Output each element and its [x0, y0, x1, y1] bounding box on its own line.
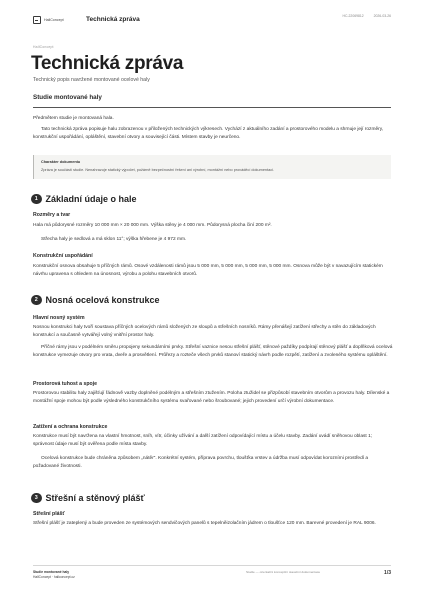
subsection-title: Střešní plášť [33, 511, 65, 517]
eyebrow-label: HallConcept [33, 45, 54, 49]
section-title: Základní údaje o hale [45, 194, 137, 204]
section-heading-2 [31, 294, 160, 306]
paragraph: Nosnou konstrukci haly tvoří soustava příčných ocelových rámů složených ze sloupů a střešních nosníků. Rámy přenášejí zatížení střechy a stěn do základových konstrukcí a současně vytvářejí volný vnitřní prostor haly. [33, 325, 376, 339]
section-title: Střešní a stěnový plášť [45, 493, 145, 503]
logo-text: HallConcept [44, 18, 64, 22]
section-heading-1 [31, 193, 137, 205]
footer-company: HallConcept · hallconcept.cz [33, 575, 75, 580]
footer-description: Studie — orientační koncepční stavební dokumentace [246, 570, 321, 574]
paragraph: Střešní plášť je zateplený a bude proveden ze systémových sendvičových panelů s tepelněizolačním jádrem o tloušťce 120 mm. Barevné provedení je RAL 9006. [33, 521, 376, 526]
section-number-badge: 2 [31, 295, 42, 306]
section-number-badge: 3 [31, 493, 42, 504]
subsection-title: Konstrukční uspořádání [33, 253, 93, 259]
subject-paragraph: Předmětem studie je montovaná hala. [33, 116, 114, 121]
footer-divider [33, 565, 391, 566]
subsection-title: Hlavní nosný systém [33, 315, 85, 321]
subsection-title: Rozměry a tvar [33, 212, 71, 218]
page-header [0, 10, 424, 30]
callout-text: Zpráva je součástí studie. Nenahrazuje statický výpočet, požárně bezpečnostní řešení ani výrobní, montážní nebo prováděcí dokumentaci. [41, 167, 275, 172]
paragraph: Prostorovou stabilitu haly zajišťují řádnově vazby doplněné podélným a střešním ztužením. Poloha ztužidel se přizpůsobí stavebním otvorům a provozu haly. Dílenské a montážní spoje mohou být podle výsledného konstrukčního systému svařované nebo šroubované; jejich provedení určí výrobní dokumentace. [33, 391, 390, 405]
subsection-title: Zatížení a ochrana konstrukce [33, 424, 108, 430]
paragraph: Konstrukce musí být navržena na vlastní hmotnost, sníh, vítr, účinky užívání a další zatížení odpovídající místu a účelu stavby. Zadání uvádí sněhovou oblast 1; správnost údaje musí být ověřena podle místa stavby. [33, 434, 373, 448]
document-nature-callout [33, 155, 391, 179]
title-divider [33, 107, 391, 108]
header-title: Technická zpráva [86, 16, 140, 23]
company-logo [33, 15, 64, 25]
paragraph: Ocelová konstrukce bude chráněna způsobem „nátěr“. Konkrétní systém, příprava povrchu, tloušťka vrstev a údržba musí odpovídat korozními prostředí a požadované životnosti. [33, 456, 369, 470]
footer-study-name: Studie montované haly [33, 570, 70, 574]
study-name: Studie montované haly [33, 94, 102, 101]
callout-title: Charakter dokumentu [41, 160, 81, 164]
subsection-title: Prostorová tuhost a spoje [33, 381, 97, 387]
paragraph: Příčné rámy jsou v podélném směru propojeny sekundárními prvky. Střešní vaznice nesou střešní plášť, stěnové paždíky podpírají stěnový plášť a doplňková ocelová konstrukce vymezuje otvory pro vrata, dveře a prosvětlení. Průřezy a rozteče všech prvků stanoví statický návrh podle rozpětí, zatížení a zvoleného systému opláštění. [33, 345, 393, 359]
logo-icon [33, 16, 41, 24]
intro-paragraph: Tato technická zpráva popisuje halu zobrazenou v přiložených technických výkresech. Vychází z aktuálního zadání a prostorového modelu a shrnuje její rozměry, konstrukční uspořádání, opláštění, stavební otvory a související části. Místem stavby je neurčeno. [33, 127, 384, 141]
footer-left [33, 570, 75, 580]
paragraph: Hala má půdorysné rozměry 10 000 mm × 20 000 mm. Výška stěny je 4 000 mm. Půdorysná plocha činí 200 m². [33, 223, 272, 228]
paragraph: Konstrukční osnova obsahuje 5 příčných rámů. Osové vzdálenosti rámů jsou 5 000 mm, 5 000 mm, 5 000 mm, 5 000 mm. Osnova může být v navazujícím statickém návrhu upravena s ohledem na únosnost, výrobu a polohu stavebních otvorů. [33, 264, 383, 278]
section-heading-3 [31, 492, 145, 504]
document-id: HC-22069812 [342, 14, 364, 18]
section-number-badge: 1 [31, 194, 42, 205]
page-subtitle: Technický popis navržené montované ocelové haly [33, 77, 150, 83]
document-date: 2026-03-26 [373, 14, 391, 18]
page-title: Technická zpráva [31, 53, 184, 74]
paragraph: Střecha haly je sedlová a má sklon 11°; výška hřebene je 4 972 mm. [41, 237, 187, 242]
section-title: Nosná ocelová konstrukce [45, 295, 160, 305]
header-meta [343, 14, 391, 18]
page-number: 1/3 [384, 570, 391, 576]
